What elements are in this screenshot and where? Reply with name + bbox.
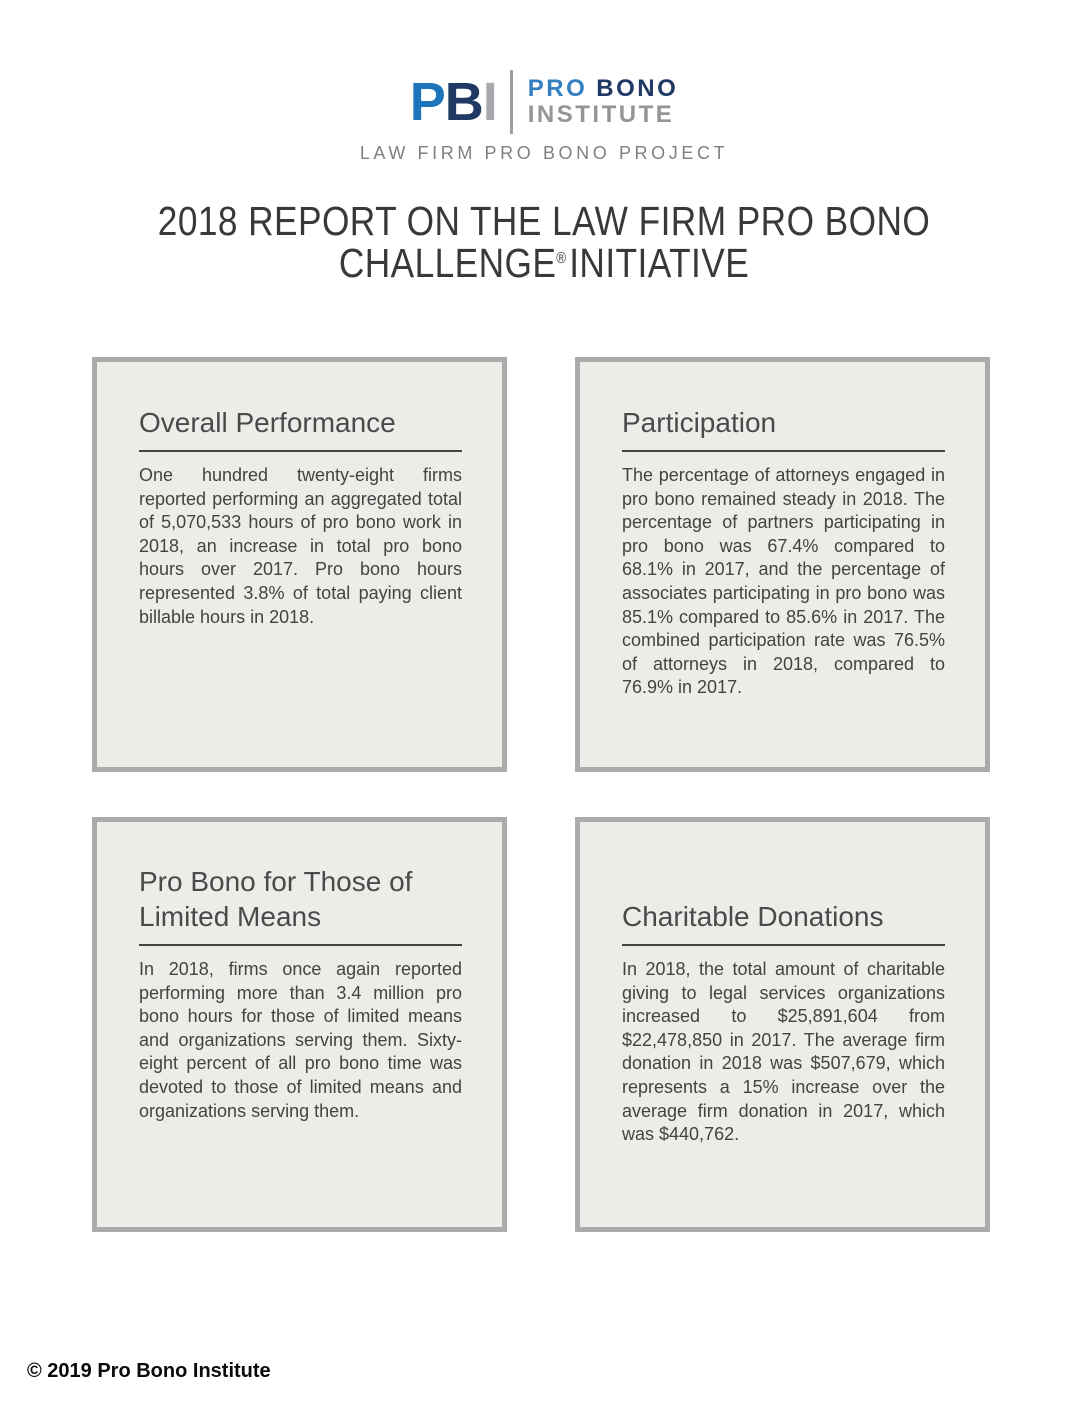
registered-mark: ®: [556, 249, 567, 267]
logo-divider: [510, 70, 513, 134]
copyright-text: © 2019 Pro Bono Institute: [27, 1360, 271, 1382]
title-challenge: CHALLENGE: [338, 240, 557, 286]
card-body-limited-means: In 2018, firms once again reported performing more than 3.4 million pro bono hours for those of limited means and organizations serving them. Sixty-eight percent of all pro bono time was devoted to those of limited means and organizations serving them.: [139, 959, 462, 1121]
heading-rule: [622, 450, 945, 452]
logo-tagline: LAW FIRM PRO BONO PROJECT: [359, 143, 729, 163]
report-title: [76, 200, 1012, 294]
card-heading-participation: Participation: [622, 407, 777, 438]
card-participation: [575, 357, 990, 772]
wordmark-line-1: [528, 76, 679, 102]
card-heading-limited-means: Pro Bono for Those of Limited Means: [139, 866, 413, 932]
wordmark-institute: INSTITUTE: [527, 101, 675, 128]
card-body-participation: The percentage of attorneys engaged in pro bono remained steady in 2018. The percentage of partners participating in pro bono was 67.4% compared to 68.1% in 2017, and the percentage of associates participating in pro bono was 85.1% compared to 85.6% in 2017. The combined participation rate was 76.5% of attorneys in 2018, compared to 76.9% in 2017.: [622, 465, 945, 698]
heading-rule: [622, 944, 945, 946]
heading-rule: [139, 944, 462, 946]
card-overall-performance: [92, 357, 507, 772]
card-heading-overall-performance: Overall Performance: [139, 407, 396, 438]
logo-wordmark: [528, 76, 679, 128]
card-body-overall-performance: One hundred twenty-eight firms reported performing an aggregated total of 5,070,533 hours of pro bono work in 2018, an increase in total pro bono hours over 2017. Pro bono hours represented 3.8% of total paying client billable hours in 2018.: [139, 465, 462, 627]
title-initiative: INITIATIVE: [569, 240, 750, 286]
logo-letter-p: P: [409, 72, 445, 132]
card-heading-charitable-donations: Charitable Donations: [622, 901, 884, 932]
pbi-logo: [410, 70, 679, 134]
logo-letter-b: B: [444, 72, 483, 132]
heading-rule: [139, 450, 462, 452]
card-charitable-donations: [575, 817, 990, 1232]
cards-grid: [92, 357, 990, 1232]
wordmark-bono: BONO: [596, 75, 679, 102]
header: [0, 0, 1088, 164]
logo-acronym: [409, 72, 497, 132]
card-body-charitable-donations: In 2018, the total amount of charitable giving to legal services organizations increased to $25,891,604 from $22,478,850 in 2017. The average firm donation in 2018 was $507,679, which represents a 15% increase over the average firm donation in 2017, which was $440,762.: [622, 959, 945, 1145]
wordmark-pro: PRO: [527, 75, 588, 102]
page-footer: [27, 1360, 271, 1383]
logo-letter-i: I: [482, 72, 497, 132]
card-limited-means: [92, 817, 507, 1232]
title-line-1: 2018 REPORT ON THE LAW FIRM PRO BONO: [157, 198, 931, 244]
title-line-2: [339, 240, 749, 286]
